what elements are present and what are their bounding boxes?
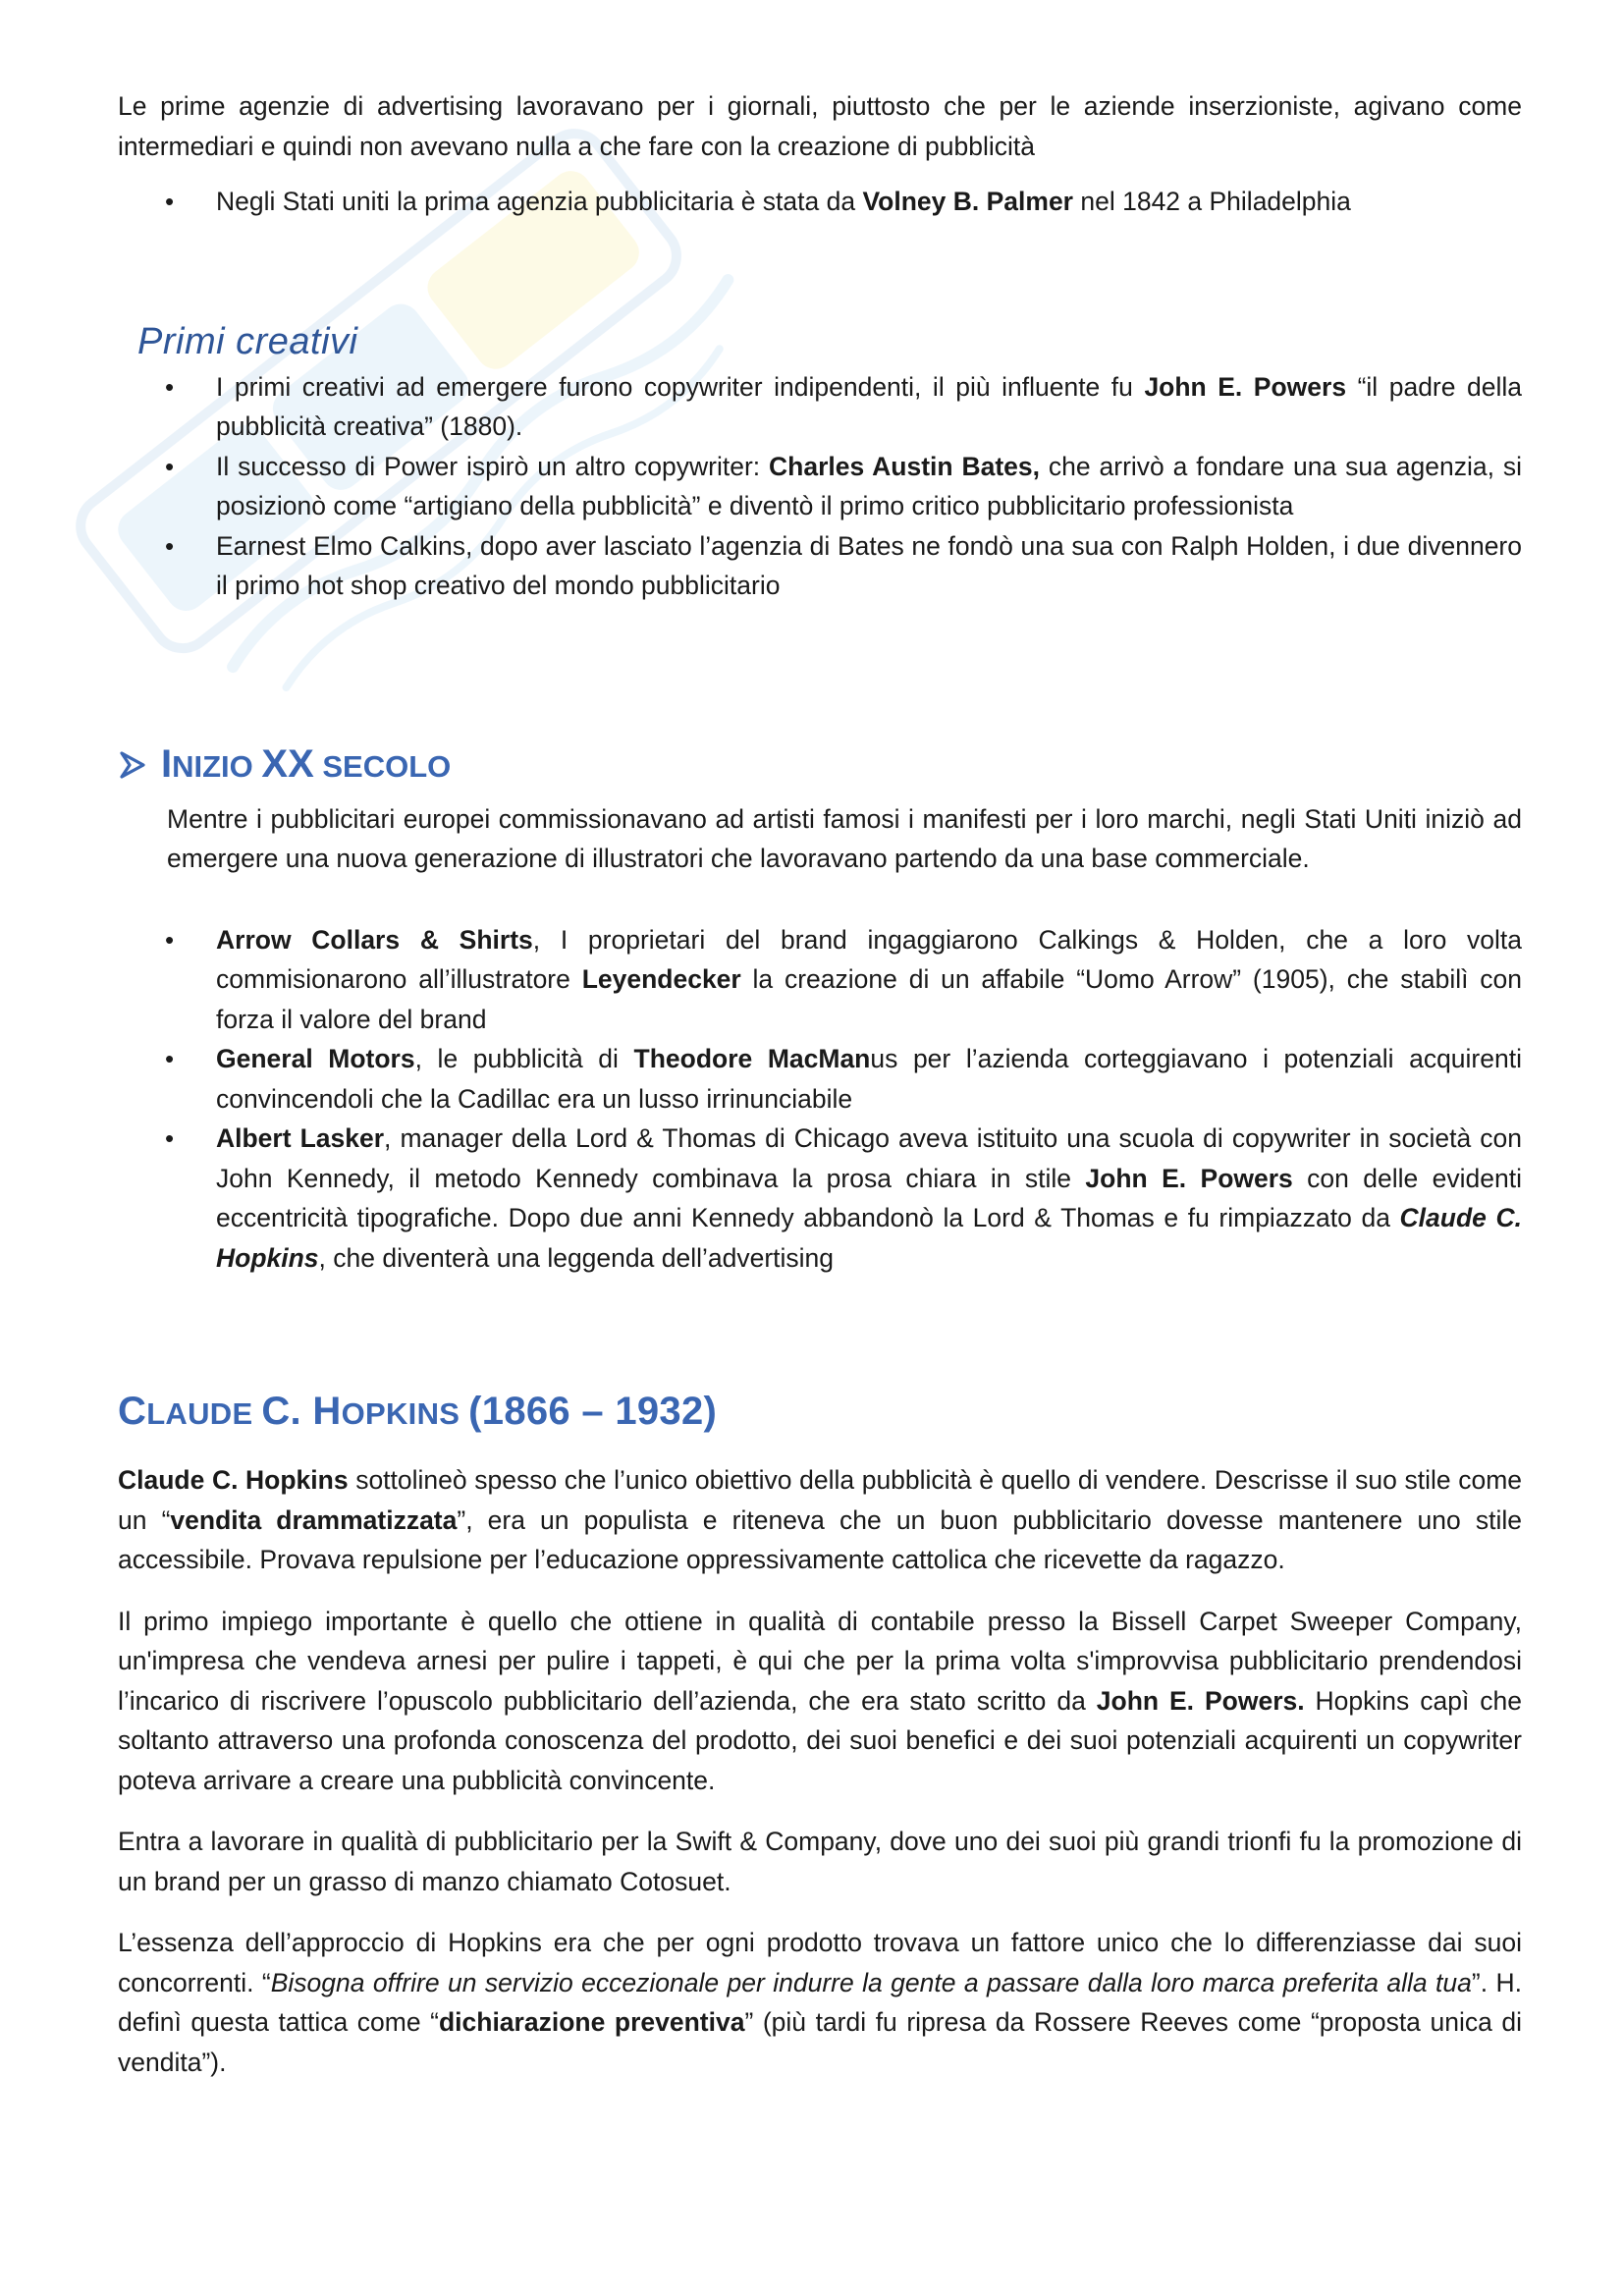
inizio-xx-secolo-section <box>118 739 1522 1279</box>
text-run: , le pubblicità di <box>414 1044 634 1073</box>
intro-paragraph <box>118 86 1522 166</box>
text-run: I primi creativi ad emergere furono copywriter indipendenti, il più influente fu <box>216 371 1145 402</box>
text-run: , manager della Lord & Thomas di Chicago aveva istituito una scuola di copywriter in società con John Kennedy, il metodo Kennedy combinava la prosa chiara in stile <box>216 1123 1522 1193</box>
bold-text: General Motors <box>216 1044 415 1073</box>
text-run: Negli Stati uniti la prima agenzia pubblicitaria è stata da <box>216 187 863 216</box>
emphasis-text: Claude C. Hopkins <box>216 1203 1522 1273</box>
text-run: con delle evidenti eccentricità tipografiche. Dopo due anni Kennedy abbandonò la Lord & Thomas e fu rimpiazzato da <box>216 1163 1522 1232</box>
text-run: ”, era un populista e riteneva che un buon pubblicitario dovesse mantenere uno stile accessibile. Provava repulsione per l’educazione oppressivamente cattolica che ricevette da ragazzo. <box>118 1504 1522 1574</box>
heading-text-run: SECOLO <box>313 748 452 784</box>
text-run: nel 1842 a Philadelphia <box>1073 187 1351 216</box>
heading-text-run: OPKINS <box>341 1396 469 1431</box>
text-run: , I proprietari del brand ingaggiarono Calkings & Holden, che a loro volta commisionarono all’illustratore <box>216 924 1522 994</box>
text-run: Entra a lavorare in qualità di pubblicitario per la Swift & Company, dove uno dei suoi più grandi trionfi fu la promozione di un brand per un grasso di manzo chiamato Cotosuet. <box>118 1827 1522 1896</box>
document-content <box>118 86 1522 2082</box>
italic-text: Bisogna offrire un servizio eccezionale per indurre la gente a passare dalla loro marca preferita alla tua <box>270 1967 1472 1997</box>
text-run: ” (più tardi fu ripresa da Rossere Reeves come “proposta unica di vendita”). <box>118 2007 1523 2077</box>
bullet-item <box>216 367 1522 447</box>
bold-text: vendita drammatizzata <box>170 1504 458 1535</box>
bold-text: Charles Austin Bates, <box>769 451 1041 481</box>
bold-text: dichiarazione preventiva <box>438 2007 745 2037</box>
bold-text: John E. Powers <box>1144 371 1347 402</box>
text-run: L’essenza dell’approccio di Hopkins era che per ogni prodotto trovava un fattore unico che lo differenziasse dai suoi concorrenti. “ <box>118 1928 1522 1997</box>
hopkins-section <box>118 1384 1522 2082</box>
text-run: Le prime agenzie di advertising lavoravano per i giornali, piuttosto che per le aziende inserzioniste, agivano come intermediari e quindi non avevano nulla a che fare con la creazione di pubblicità <box>118 91 1522 161</box>
text-run: Earnest Elmo Calkins, dopo aver lasciato l’agenzia di Bates ne fondò una sua con Ralph Holden, i due divennero il primo hot shop creativo del mondo pubblicitario <box>216 530 1522 600</box>
bullet-item <box>216 920 1522 1040</box>
intro-section <box>118 86 1522 222</box>
bullet-item <box>216 447 1522 526</box>
bold-text: Claude C. Hopkins <box>118 1465 349 1495</box>
inizio-xx-secolo-bullet-list <box>118 920 1522 1279</box>
primi-creativi-bullet-list <box>118 367 1522 606</box>
heading-text-run: NIZIO <box>172 748 262 784</box>
text-run: Il successo di Power ispirò un altro copywriter: <box>216 451 770 481</box>
hopkins-paragraph <box>118 1602 1522 1801</box>
inizio-xx-secolo-heading-text <box>161 739 451 792</box>
hopkins-heading <box>118 1384 1522 1441</box>
bold-text: Albert Lasker <box>216 1123 385 1153</box>
arrow-bullet-icon <box>118 750 147 780</box>
bullet-item <box>216 182 1522 222</box>
bold-text: John E. Powers <box>1085 1163 1293 1193</box>
bold-text: Theodore MacMan <box>633 1044 871 1073</box>
text-run: che arrivò a fondare una sua agenzia, si posizionò come “artigiano della pubblicità” e diventò il primo critico pubblicitario professionista <box>216 451 1522 520</box>
bullet-item <box>216 526 1522 606</box>
text-run: “il padre della pubblicità creativa” (1880). <box>216 371 1522 441</box>
text-run: Il primo impiego importante è quello che ottiene in qualità di contabile presso la Bissell Carpet Sweeper Company, un'impresa che vendeva arnesi per pulire i tappeti, è qui che per la prima volta s'improvvisa pubblicitario prendendosi l’incarico di riscrivere l’opuscolo pubblicitario dell’azienda, che era stato scritto da <box>118 1606 1522 1716</box>
heading-text-run: C <box>118 1390 147 1433</box>
bold-text: John E. Powers. <box>1096 1685 1305 1716</box>
hopkins-paragraph <box>118 1822 1522 1901</box>
text-run: Mentre i pubblicitari europei commissionavano ad artisti famosi i manifesti per i loro marchi, negli Stati Uniti iniziò ad emergere una nuova generazione di illustratori che lavoravano partendo da una base commerciale. <box>167 803 1522 873</box>
heading-text-run: I <box>161 741 173 786</box>
intro-bullet-list <box>118 182 1522 222</box>
inizio-xx-secolo-heading <box>118 739 1522 792</box>
bullet-item <box>216 1119 1522 1278</box>
text-run: ”. H. definì questa tattica come “ <box>118 1967 1522 2037</box>
heading-text-run: C. H <box>261 1390 342 1433</box>
bullet-item <box>216 1039 1522 1119</box>
text-run: sottolineò spesso che l’unico obiettivo della pubblicità è quello di vendere. Descrisse il suo stile come un “ <box>118 1465 1523 1535</box>
heading-text-run: XX <box>261 741 314 786</box>
primi-creativi-heading: Primi creativi <box>137 320 358 362</box>
bold-text: Volney B. Palmer <box>862 187 1073 216</box>
hopkins-paragraph <box>118 1923 1522 2082</box>
text-run: , che diventerà una leggenda dell’advertising <box>318 1242 835 1273</box>
text-run: us per l’azienda corteggiavano i potenziali acquirenti convincendoli che la Cadillac era un lusso irrinunciabile <box>216 1044 1522 1114</box>
inizio-xx-secolo-paragraph <box>167 799 1522 879</box>
heading-text-run: (1866 – 1932) <box>468 1390 718 1433</box>
bold-text: Leyendecker <box>581 964 741 994</box>
hopkins-paragraphs <box>118 1460 1522 2082</box>
text-run: la creazione di un affabile “Uomo Arrow” (1905), che stabilì con forza il valore del brand <box>216 964 1523 1034</box>
text-run: Hopkins capì che soltanto attraverso una profonda conoscenza del prodotto, dei suoi benefici e dei suoi potenziali acquirenti un copywriter poteva arrivare a creare una pubblicità convincente. <box>118 1685 1522 1795</box>
bold-text: Arrow Collars & Shirts <box>216 924 533 955</box>
hopkins-paragraph <box>118 1460 1522 1580</box>
heading-text-run: LAUDE <box>146 1396 262 1431</box>
primi-creativi-section <box>118 320 1522 606</box>
